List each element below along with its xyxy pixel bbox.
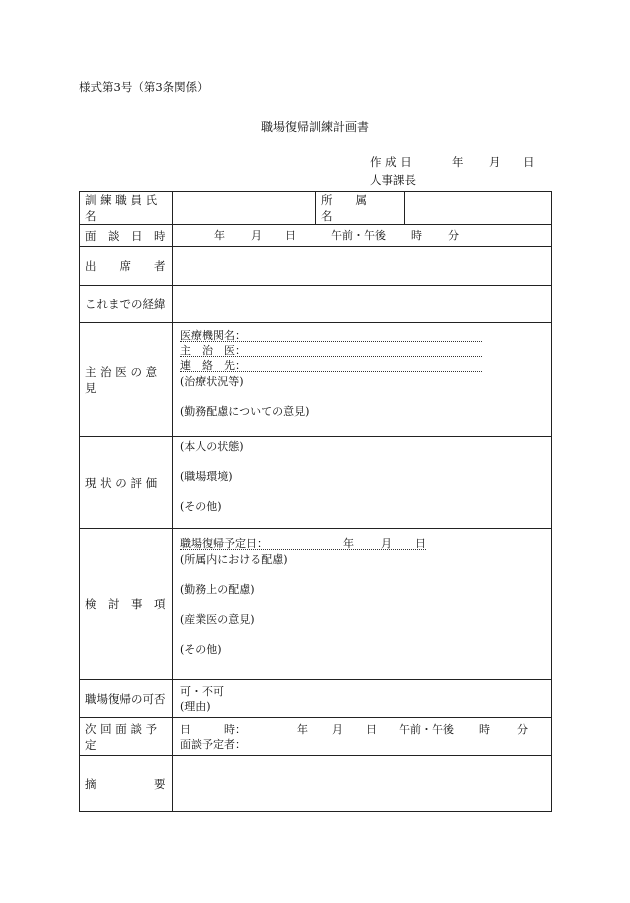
doctor-opinion-label: 主 治 医 の 意 見: [80, 323, 173, 437]
possible-impossible-option[interactable]: 可・不可: [180, 685, 224, 698]
review-items-field[interactable]: [173, 529, 552, 680]
next-month-unit: 月: [332, 723, 343, 736]
department-label: 所 属 名: [316, 192, 405, 225]
interview-hour-unit: 時: [411, 229, 422, 242]
other-review-label: (その他): [180, 643, 222, 656]
industrial-doctor-opinion-label: (産業医の意見): [180, 613, 255, 626]
training-plan-table: [79, 191, 552, 812]
creation-year-unit: 年: [452, 155, 464, 169]
return-possibility-label: 職場復帰の可否: [80, 680, 173, 718]
next-interview-field[interactable]: [173, 718, 552, 756]
interview-minute-unit: 分: [448, 229, 459, 242]
next-datetime-label: 日 時：: [180, 723, 246, 736]
work-consideration-opinion-label: (勤務配慮についての意見): [180, 405, 310, 418]
workplace-environment-label: (職場環境): [180, 470, 233, 483]
next-hour-unit: 時: [479, 723, 490, 736]
other-evaluation-label: (その他): [180, 500, 222, 513]
summary-label: 摘 要: [80, 756, 173, 812]
interview-datetime-label: 面 談 日 時: [80, 225, 173, 247]
trainee-name-label: 訓 練 職 員 氏 名: [80, 192, 173, 225]
dept-consideration-label: (所属内における配慮): [180, 553, 288, 566]
current-evaluation-label: 現 状 の 評 価: [80, 437, 173, 529]
return-year-unit: 年: [343, 537, 354, 550]
return-day-unit: 日: [415, 537, 426, 550]
return-month-unit: 月: [381, 537, 392, 550]
creation-day-unit: 日: [523, 155, 535, 169]
interview-year-unit: 年: [214, 229, 225, 242]
contact-line: 連 絡 先：: [180, 360, 482, 372]
history-label: これまでの経緯: [80, 286, 173, 323]
reason-label: (理由): [180, 700, 211, 713]
work-consideration-label: (勤務上の配慮): [180, 583, 255, 596]
next-interview-label: 次 回 面 談 予 定: [80, 718, 173, 756]
form-reference: 様式第3号（第3条関係）: [79, 80, 209, 94]
hr-chief-label: 人事課長: [370, 173, 416, 187]
return-possibility-field[interactable]: [173, 680, 552, 718]
attending-physician-line: 主 治 医：: [180, 345, 482, 357]
interview-day-unit: 日: [285, 229, 296, 242]
interview-ampm: 午前・午後: [331, 229, 386, 242]
current-evaluation-field[interactable]: [173, 437, 552, 529]
doctor-opinion-field[interactable]: [173, 323, 552, 437]
review-items-label: 検 討 事 項: [80, 529, 173, 680]
interview-month-unit: 月: [251, 229, 262, 242]
treatment-status-label: (治療状況等): [180, 375, 244, 388]
creation-month-unit: 月: [489, 155, 501, 169]
attendees-label: 出 席 者: [80, 247, 173, 286]
next-interviewer-label: 面談予定者：: [180, 738, 246, 751]
next-minute-unit: 分: [517, 723, 528, 736]
next-day-unit: 日: [366, 723, 377, 736]
medical-institution-line: 医療機関名：: [180, 330, 482, 342]
trainee-name-field[interactable]: [173, 192, 316, 225]
planned-return-date-line: 職場復帰予定日： 年 月 日: [180, 537, 426, 550]
history-field[interactable]: [173, 286, 552, 323]
self-condition-label: (本人の状態): [180, 440, 244, 453]
summary-field[interactable]: [173, 756, 552, 812]
department-field[interactable]: [405, 192, 552, 225]
document-title: 職場復帰訓練計画書: [260, 120, 369, 134]
creation-date-label: 作 成 日: [370, 155, 412, 169]
next-year-unit: 年: [297, 723, 308, 736]
attendees-field[interactable]: [173, 247, 552, 286]
next-ampm: 午前・午後: [399, 723, 454, 736]
interview-datetime-field[interactable]: [173, 225, 552, 247]
